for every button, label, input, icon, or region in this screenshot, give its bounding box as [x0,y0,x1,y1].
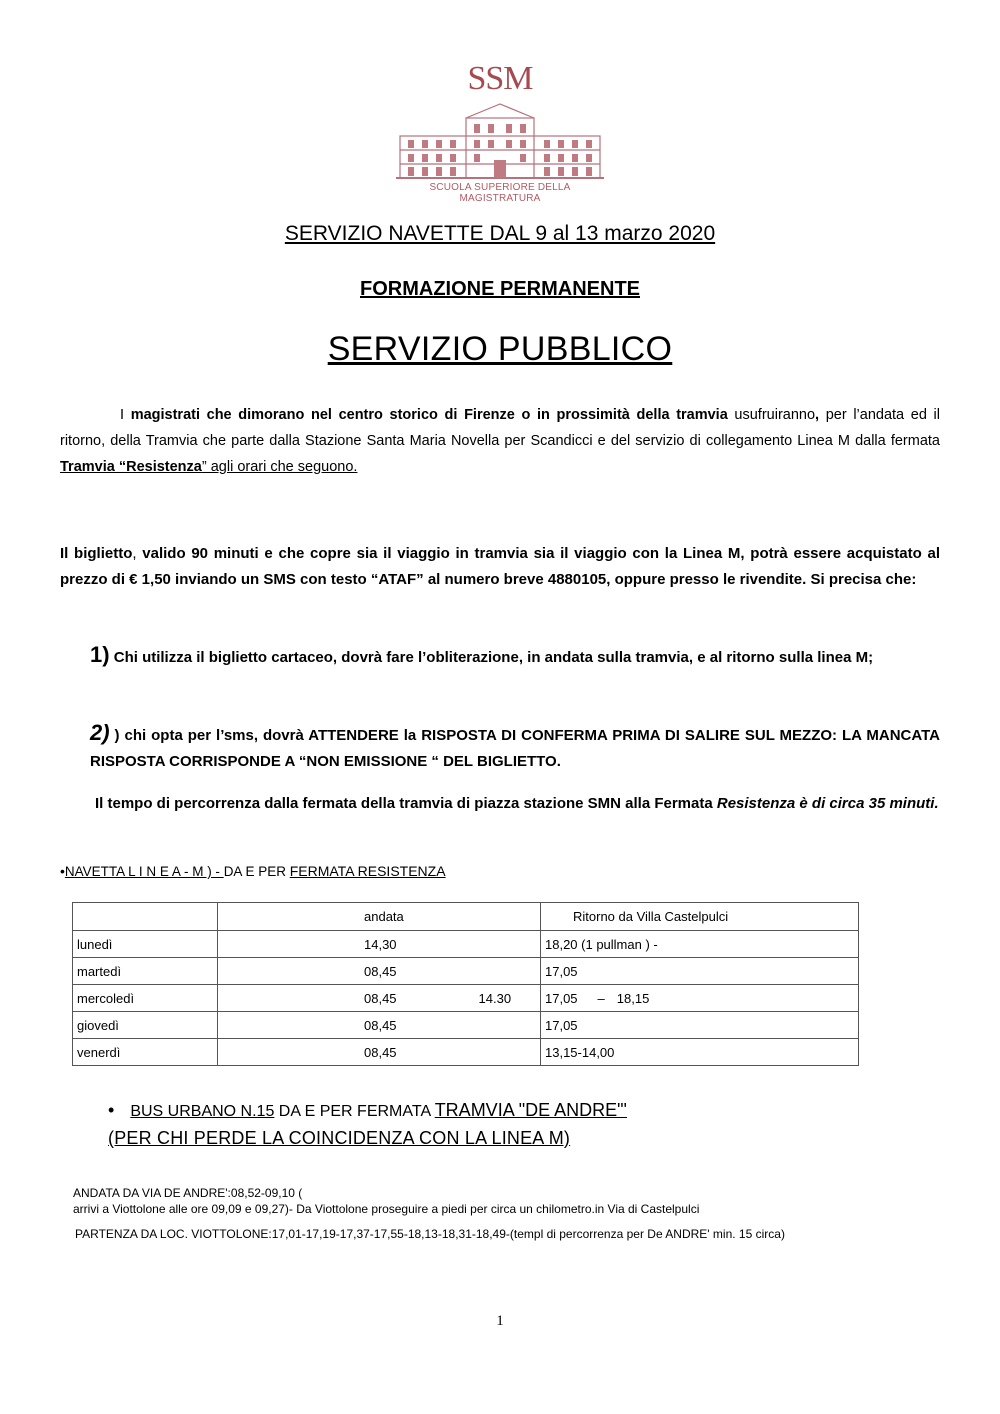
ritorno-cell [541,985,859,1012]
page-number: 1 [496,1313,504,1329]
andata-cell [218,985,541,1012]
ritorno-dash: – [597,990,605,1006]
day-cell: giovedì [73,1012,218,1039]
andata-cell [218,1012,541,1039]
table-header-row [73,903,859,931]
andata-cell [218,1039,541,1066]
ritorno-cell [541,1039,859,1066]
ritorno-time: 17,05 [545,990,578,1006]
intro-text-8: ” agli orari che seguono. [201,459,358,475]
andata-cell [218,958,541,985]
travel-time-text-2: Resistenza è di circa 35 minuti. [716,795,939,812]
intro-text-3: usufruiranno [727,407,816,423]
day-cell: martedì [73,958,218,985]
navetta-text-3: FERMATA RESISTENZA [289,863,446,879]
ritorno-time: 17,05 [545,963,578,979]
table-header-cell [73,903,218,931]
andata-line-2: arrivi a Viottolone alle ore 09,09 e 09,27)- Da Viottolone proseguire a piedi per circa un chilometro.in Via di Castelpulci [73,1202,700,1216]
andata-time-2: 14.30 [478,990,512,1006]
list-item [90,720,940,775]
intro-text-1: I [120,407,131,423]
travel-time-text-1: Il tempo di percorrenza dalla fermata della tramvia di piazza stazione SMN alla Fermata [95,795,717,812]
ritorno-cell [541,1012,859,1039]
navetta-text-1: NAVETTA L I N E A - M ) - [64,864,224,879]
logo-caption: SCUOLA SUPERIORE DELLA MAGISTRATURA [429,182,571,204]
table-row [73,958,859,985]
ritorno-cell [541,958,859,985]
building-illustration [396,96,604,182]
bus-text-1: BUS URBANO N.15 [130,1103,275,1120]
ticket-text-1: Il biglietto [60,545,133,562]
table-row [73,1039,859,1066]
andata-info [73,1185,699,1217]
day-cell: mercoledì [73,985,218,1012]
intro-text-7: Tramvia “Resistenza [60,459,202,475]
ritorno-time: 13,15-14,00 [545,1044,615,1060]
list-item-text: Chi utilizza il biglietto cartaceo, dovrà fare l’obliterazione, in andata sulla tramvia, e al ritorno sulla linea M; [113,649,874,666]
navetta-text-2: DA E PER [223,864,290,879]
intro-paragraph [60,402,940,480]
list-item [90,642,940,671]
document-title: SERVIZIO NAVETTE DAL 9 al 13 marzo 2020 [284,222,716,245]
ritorno-time-2: 18,15 [616,990,650,1006]
ticket-paragraph [60,541,940,593]
header-andata: andata [364,909,404,924]
table-row [73,931,859,958]
table-row [73,1012,859,1039]
ticket-text-2: , [132,545,137,562]
list-item-number: 2) [90,720,110,745]
andata-time: 08,45 [364,1017,397,1033]
logo-monogram: SSM [467,60,533,97]
table-header-cell [541,903,859,931]
bus-bullet: • [108,1100,115,1120]
schedule-table [72,902,859,1066]
list-item-number: 1) [90,642,110,667]
ritorno-time: 17,05 [545,1017,578,1033]
day-cell: venerdì [73,1039,218,1066]
document-subtitle: FORMAZIONE PERMANENTE [360,278,640,300]
header-ritorno: Ritorno da Villa Castelpulci [573,909,729,924]
section-heading: SERVIZIO PUBBLICO [327,330,673,368]
day-cell: lunedì [73,931,218,958]
bus-text-2: DA E PER FERMATA [274,1103,435,1120]
andata-time: 14,30 [364,936,397,952]
bus-heading [108,1100,627,1121]
list-item-text: ) chi opta per l’sms, dovrà ATTENDERE la RISPOSTA DI CONFERMA PRIMA DI SALIRE SUL MEZZO: LA MANCATA RISPOSTA CORRISPONDE A “NON EMISSIONE “ DEL BIGLIETTO. [90,727,940,770]
intro-text-5: per l’andata ed il ritorno, della Tramvia che parte dalla Stazione Santa Maria Novella per Scandicci e del servizio di collegamento Linea M dalla fermata [60,407,940,449]
navetta-heading [60,863,446,879]
ticket-text-3: valido 90 minuti e che copre sia il viaggio in tramvia sia il viaggio con la Linea M, potrà essere acquistato al prezzo di € 1,50 inviando un SMS con testo “ATAF” al numero breve 4880105, oppure presso le rivendite. Si precisa che: [60,545,940,588]
ssm-logo [396,60,604,204]
andata-time: 08,45 [364,1044,397,1060]
andata-line-1: ANDATA DA VIA DE ANDRE':08,52-09,10 ( [73,1186,303,1200]
intro-text-4: , [815,407,820,423]
ritorno-cell [541,931,859,958]
bus-subheading: (PER CHI PERDE LA COINCIDENZA CON LA LINEA M) [108,1128,571,1148]
intro-text-2: magistrati che dimorano nel centro storico di Firenze o in prossimità della tramvia [130,407,728,423]
andata-time: 08,45 [364,963,397,979]
andata-time: 08,45 [364,990,397,1006]
table-row [73,985,859,1012]
table-header-cell [218,903,541,931]
bus-text-3: TRAMVIA "DE ANDRE"' [434,1100,627,1120]
partenza-info: PARTENZA DA LOC. VIOTTOLONE:17,01-17,19-17,37-17,55-18,13-18,31-18,49-(templ di percorrenza per De ANDRE' min. 15 circa) [75,1227,785,1241]
navetta-bullet: • [60,863,65,879]
travel-time-paragraph [90,790,940,817]
ritorno-time: 18,20 (1 pullman ) - [545,936,658,952]
andata-cell [218,931,541,958]
